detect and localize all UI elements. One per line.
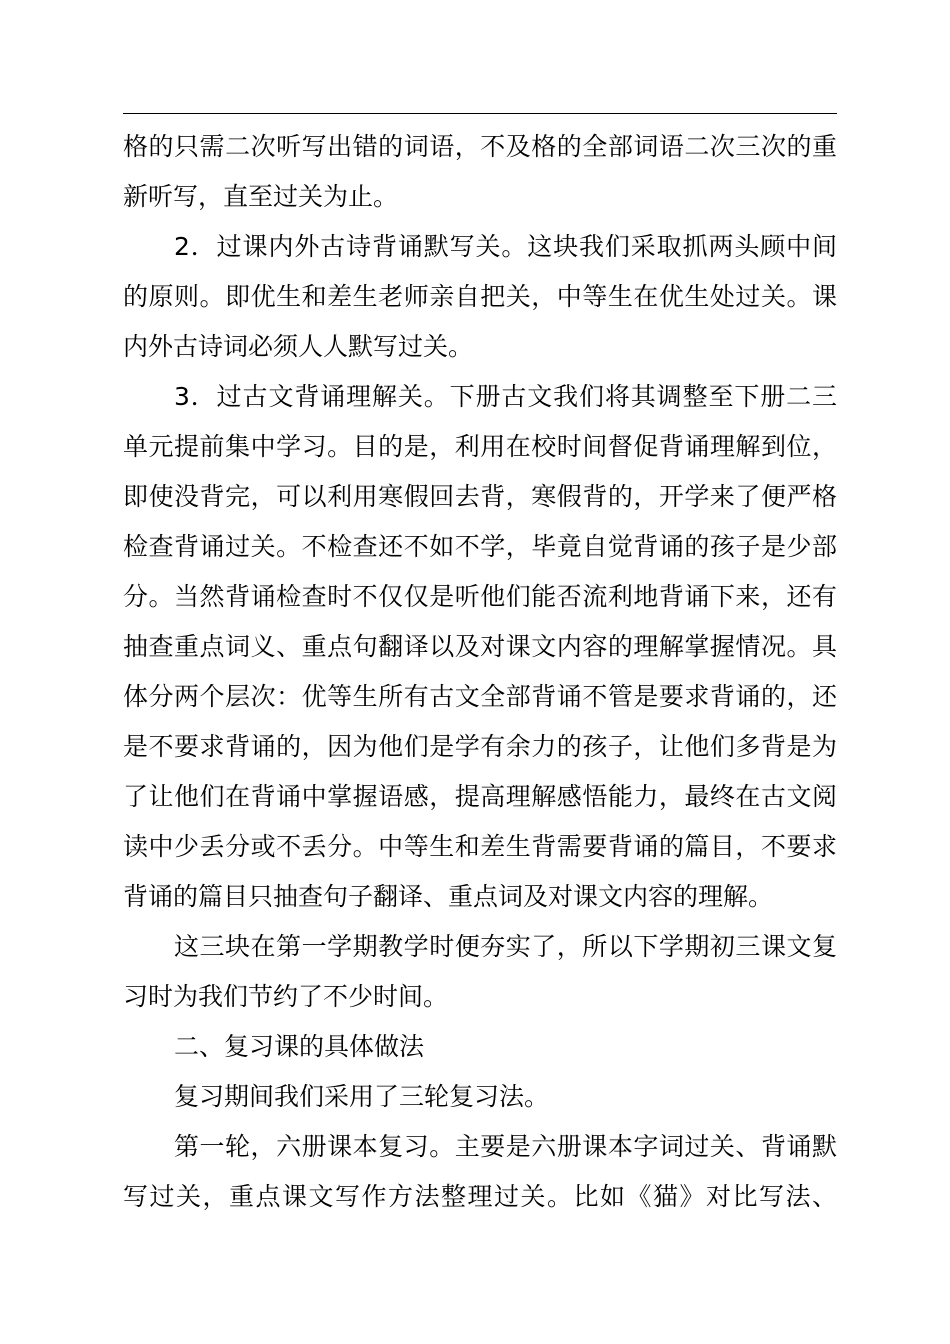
text-line: 新听写，直至过关为止。 [123,182,399,211]
text-line: 2．过课内外古诗背诵默写关。这块我们采取抓两头顾中间 [174,232,837,261]
document-body [123,122,837,1222]
text-line: 这三块在第一学期教学时便夯实了，所以下学期初三课文复 [174,932,837,961]
text-line: 抽查重点词义、重点句翻译以及对课文内容的理解掌握情况。具 [123,632,837,661]
text-line: 3．过古文背诵理解关。下册古文我们将其调整至下册二三 [174,382,837,411]
text-line: 格的只需二次听写出错的词语，不及格的全部词语二次三次的重 [123,132,837,161]
text-line: 内外古诗词必须人人默写过关。 [123,332,474,361]
text-line: 复习期间我们采用了三轮复习法。 [174,1082,550,1111]
text-line: 了让他们在背诵中掌握语感，提高理解感悟能力，最终在古文阅 [123,782,837,811]
text-line: 读中少丢分或不丢分。中等生和差生背需要背诵的篇目，不要求 [123,832,837,861]
text-line: 即使没背完，可以利用寒假回去背，寒假背的，开学来了便严格 [123,482,837,511]
text-line: 第一轮，六册课本复习。主要是六册课本字词过关、背诵默 [174,1132,837,1161]
text-line: 习时为我们节约了不少时间。 [123,982,449,1011]
text-line: 背诵的篇目只抽查句子翻译、重点词及对课文内容的理解。 [123,882,774,911]
text-line: 二、复习课的具体做法 [174,1032,425,1061]
text-line: 写过关，重点课文写作方法整理过关。比如《猫》对比写法、 [123,1182,837,1211]
header-rule [123,113,837,114]
text-line: 检查背诵过关。不检查还不如不学，毕竟自觉背诵的孩子是少部 [123,532,837,561]
text-line: 是不要求背诵的，因为他们是学有余力的孩子，让他们多背是为 [123,732,837,761]
text-line: 单元提前集中学习。目的是，利用在校时间督促背诵理解到位， [123,432,837,461]
text-line: 分。当然背诵检查时不仅仅是听他们能否流利地背诵下来，还有 [123,582,837,611]
text-line: 的原则。即优生和差生老师亲自把关，中等生在优生处过关。课 [123,282,837,311]
text-line: 体分两个层次：优等生所有古文全部背诵不管是要求背诵的，还 [123,682,837,711]
